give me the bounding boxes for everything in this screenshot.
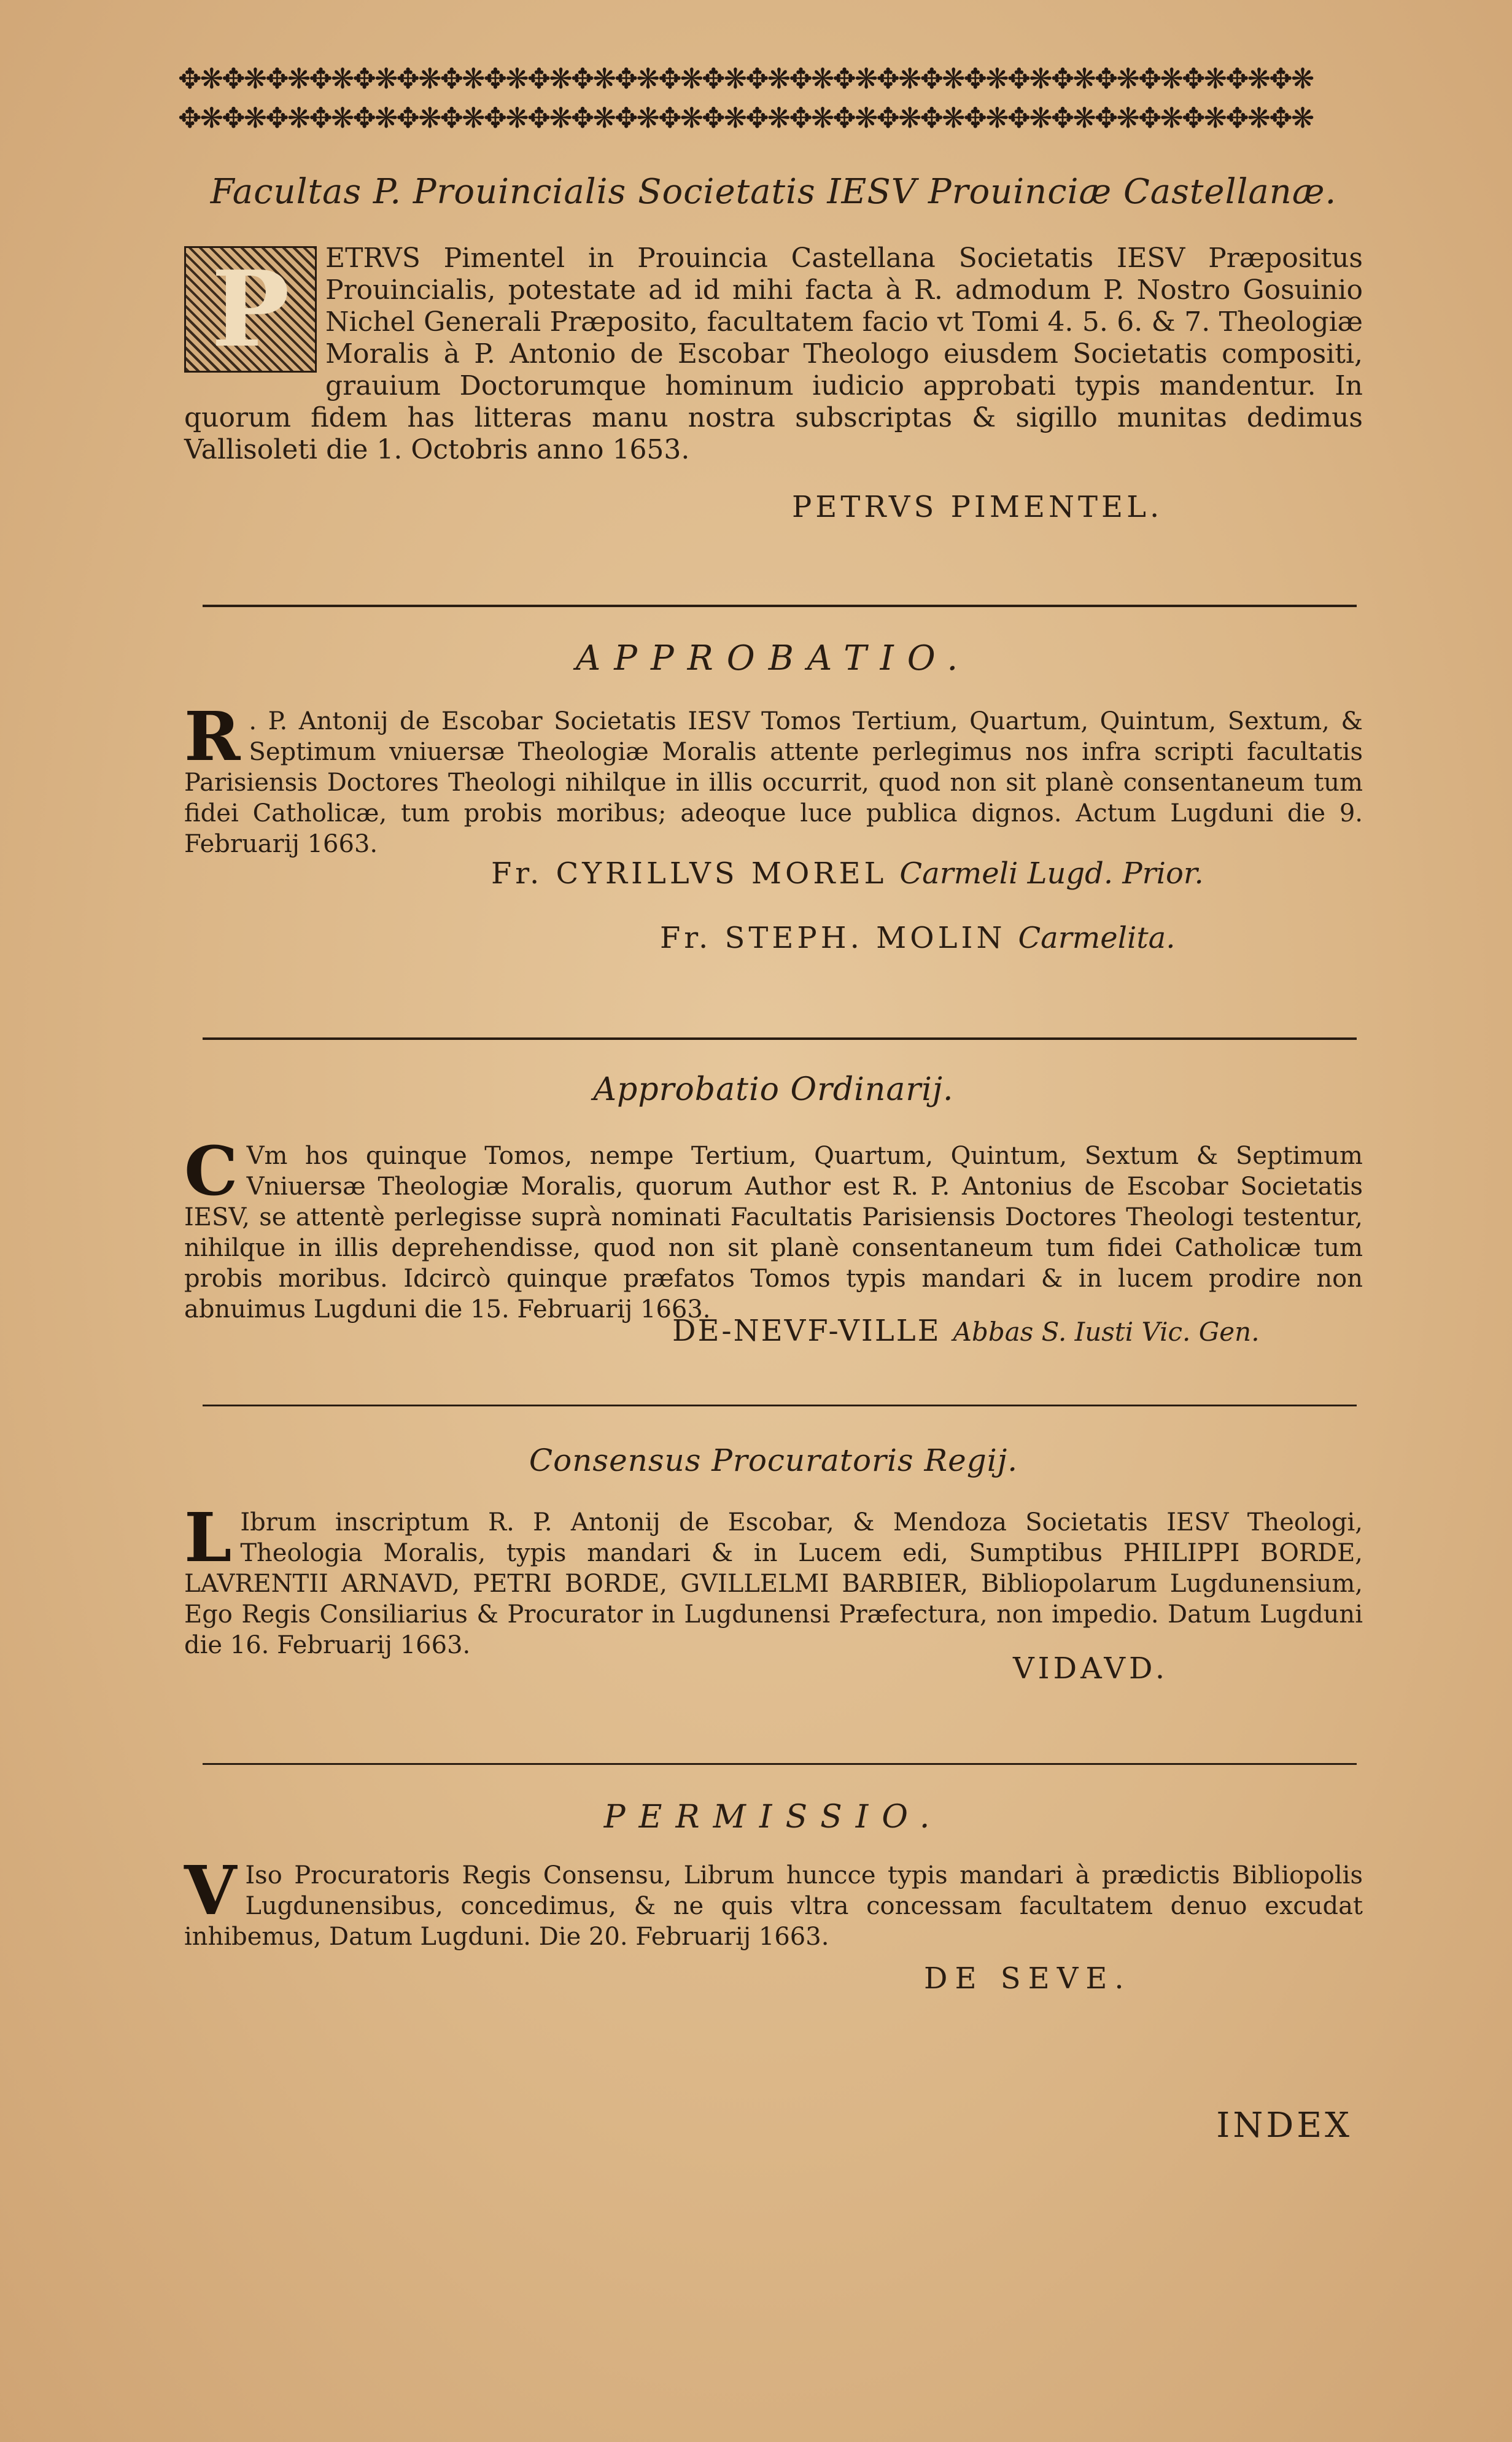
approbatio-heading: APPROBATIO. (575, 638, 972, 678)
signature-title-molin: Carmelita. (1018, 921, 1176, 955)
ordinarij-text: Vm hos quinque Tomos, nempe Tertium, Quartum, Quintum, Sextum & Septimum Vniuersæ Theologiæ Moralis, quorum Author est R. P. Antonius de Escobar Societatis IESV, se attentè perlegisse suprà nominati Facultatis Parisiensis Doctores Theologi testentur, nihilque in illis deprehendisse, quod non sit planè consentaneum tum fidei Catholicæ tum probis moribus. Idcircò quinque præfatos Tomos typis mandari & in lucem prodire non abnuimus Lugduni die 15. Februarij 1663. (184, 1142, 1363, 1324)
ordinarij-heading: Approbatio Ordinarij. (593, 1071, 954, 1108)
permissio-heading: PERMISSIO. (603, 1799, 944, 1835)
signature-name-molin: Fr. STEPH. MOLIN (660, 921, 1006, 955)
ornament-row-bottom: ✥❋✥❋✥❋✥❋✥❋✥❋✥❋✥❋✥❋✥❋✥❋✥❋✥❋✥❋✥❋✥❋✥❋✥❋✥❋✥❋✥❋✥❋✥❋✥❋✥❋✥❋ (178, 101, 1313, 134)
ornamental-header-band (178, 61, 1363, 135)
ornament-row-top: ✥❋✥❋✥❋✥❋✥❋✥❋✥❋✥❋✥❋✥❋✥❋✥❋✥❋✥❋✥❋✥❋✥❋✥❋✥❋✥❋✥❋✥❋✥❋✥❋✥❋✥❋ (178, 62, 1313, 95)
permissio-signature: DE SEVE. (924, 1961, 1131, 1996)
permissio-text-block (184, 1851, 1363, 1952)
permissio-text: Iso Procuratoris Regis Consensu, Librum huncce typis mandari à prædictis Bibliopolis Lugdunensibus, concedimus, & ne quis vltra concessam facultatem denuo excudat inhibemus, Datum Lugduni. Die 20. Februarij 1663. (184, 1861, 1363, 1951)
initial-r: R (184, 697, 241, 776)
divider-rule-1 (203, 605, 1357, 607)
decorated-initial-p: P (184, 246, 317, 373)
approbatio-signature-2 (660, 921, 1176, 955)
signature-title-deneufville: Abbas S. Iusti Vic. Gen. (953, 1317, 1260, 1347)
initial-v: V (184, 1851, 237, 1930)
facultas-signature: PETRVS PIMENTEL. (792, 490, 1163, 524)
catchword-index: INDEX (1216, 2106, 1352, 2145)
divider-rule-3 (203, 1405, 1357, 1406)
divider-rule-2 (203, 1037, 1357, 1040)
approbatio-signature-1 (491, 856, 1204, 891)
consensus-text: Ibrum inscriptum R. P. Antonij de Escobar, & Mendoza Societatis IESV Theologi, Theologia Moralis, typis mandari & in Lucem edi, Sumptibus PHILIPPI BORDE, LAVRENTII ARNAVD, PETRI BORDE, GVILLELMI BARBIER, Bibliopolarum Lugdunensium, Ego Regis Consiliarius & Procurator in Lugdunensi Præfectura, non impedio. Datum Lugduni die 16. Februarij 1663. (184, 1508, 1363, 1659)
consensus-heading: Consensus Procuratoris Regij. (529, 1443, 1018, 1478)
signature-name-morel: Fr. CYRILLVS MOREL (491, 856, 888, 891)
ordinarij-text-block (184, 1131, 1363, 1325)
facultas-heading: Facultas P. Prouincialis Societatis IESV Prouinciæ Castellanæ. (210, 172, 1337, 212)
facultas-text-block (184, 242, 1363, 466)
divider-rule-4 (203, 1763, 1357, 1765)
signature-name-deneufville: DE-NEVF-VILLE (672, 1314, 941, 1348)
consensus-text-block (184, 1498, 1363, 1661)
facultas-text: ETRVS Pimentel in Prouincia Castellana Societatis IESV Præpositus Prouincialis, potestate ad id mihi facta à R. admodum P. Nostro Gosuinio Nichel Generali Præposito, facultatem facio vt Tomi 4. 5. 6. & 7. Theologiæ Moralis à P. Antonio de Escobar Theologo eiusdem Societatis compositi, grauium Doctorumque hominum iudicio approbati typis mandentur. In quorum fidem has litteras manu nostra subscriptas & sigillo munitas dedimus Vallisoleti die 1. Octobris anno 1653. (184, 242, 1363, 465)
consensus-signature: VIDAVD. (1013, 1651, 1169, 1686)
initial-l: L (184, 1498, 232, 1577)
initial-c: C (184, 1131, 238, 1211)
approbatio-text: . P. Antonij de Escobar Societatis IESV Tomos Tertium, Quartum, Quintum, Sextum, & Septimum vniuersæ Theologiæ Moralis attente perlegimus nos infra scripti facultatis Parisiensis Doctores Theologi nihilque in illis occurrit, quod non sit planè consentaneum tum fidei Catholicæ, tum probis moribus; adeoque luce publica dignos. Actum Lugduni die 9. Februarij 1663. (184, 707, 1363, 858)
signature-title-morel: Carmeli Lugd. Prior. (899, 856, 1204, 891)
ordinarij-signature (672, 1314, 1260, 1348)
approbatio-text-block (184, 697, 1363, 859)
